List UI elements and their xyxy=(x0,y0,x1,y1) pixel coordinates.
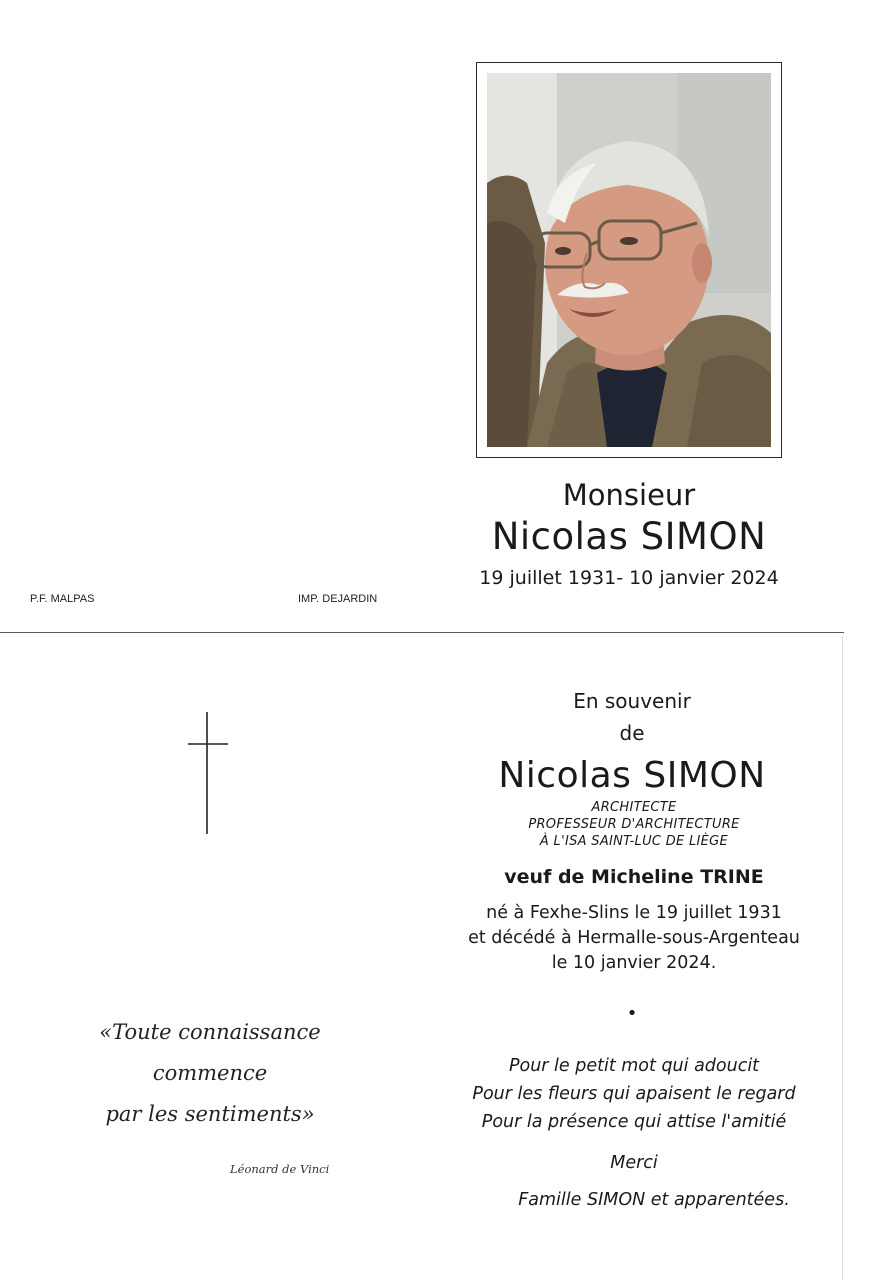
deceased-name: Nicolas SIMON xyxy=(491,515,767,558)
quote-line: par les sentiments» xyxy=(105,1102,315,1126)
inside-deceased-name: Nicolas SIMON xyxy=(498,755,766,796)
merci-line: Merci xyxy=(610,1153,658,1173)
cross-icon xyxy=(186,712,230,836)
honorific: Monsieur xyxy=(562,478,696,512)
profession-line: PROFESSEUR D'ARCHITECTURE xyxy=(528,817,740,832)
in-memory-of: de xyxy=(619,721,645,745)
funeral-home-credit: P.F. MALPAS xyxy=(30,593,95,605)
birth-death-line: et décédé à Hermalle-sous-Argenteau xyxy=(468,928,800,948)
birth-death-line: né à Fexhe-Slins le 19 juillet 1931 xyxy=(486,903,782,923)
quote-line: commence xyxy=(152,1061,268,1085)
fold-line xyxy=(0,632,844,633)
portrait-frame xyxy=(476,62,782,458)
birth-death-line: le 10 janvier 2024. xyxy=(551,953,717,973)
widower-line: veuf de Micheline TRINE xyxy=(504,866,764,888)
card-edge xyxy=(842,636,843,1280)
quote-line: «Toute connaissance xyxy=(99,1020,321,1044)
printer-credit: IMP. DEJARDIN xyxy=(298,593,378,605)
quote-author: Léonard de Vinci xyxy=(230,1162,330,1176)
profession-line: À L'ISA SAINT-LUC DE LIÈGE xyxy=(539,834,729,849)
thanks-line: Pour la présence qui attise l'amitié xyxy=(481,1112,787,1132)
thanks-line: Pour le petit mot qui adoucit xyxy=(508,1056,760,1076)
portrait-photo xyxy=(487,73,771,447)
life-dates: 19 juillet 1931- 10 janvier 2024 xyxy=(479,567,779,589)
profession-line: ARCHITECTE xyxy=(591,800,677,815)
separator-bullet: • xyxy=(626,1003,638,1024)
family-signature: Famille SIMON et apparentées. xyxy=(518,1190,790,1210)
thanks-line: Pour les fleurs qui apaisent le regard xyxy=(472,1084,796,1104)
in-memory-heading: En souvenir xyxy=(573,689,691,713)
